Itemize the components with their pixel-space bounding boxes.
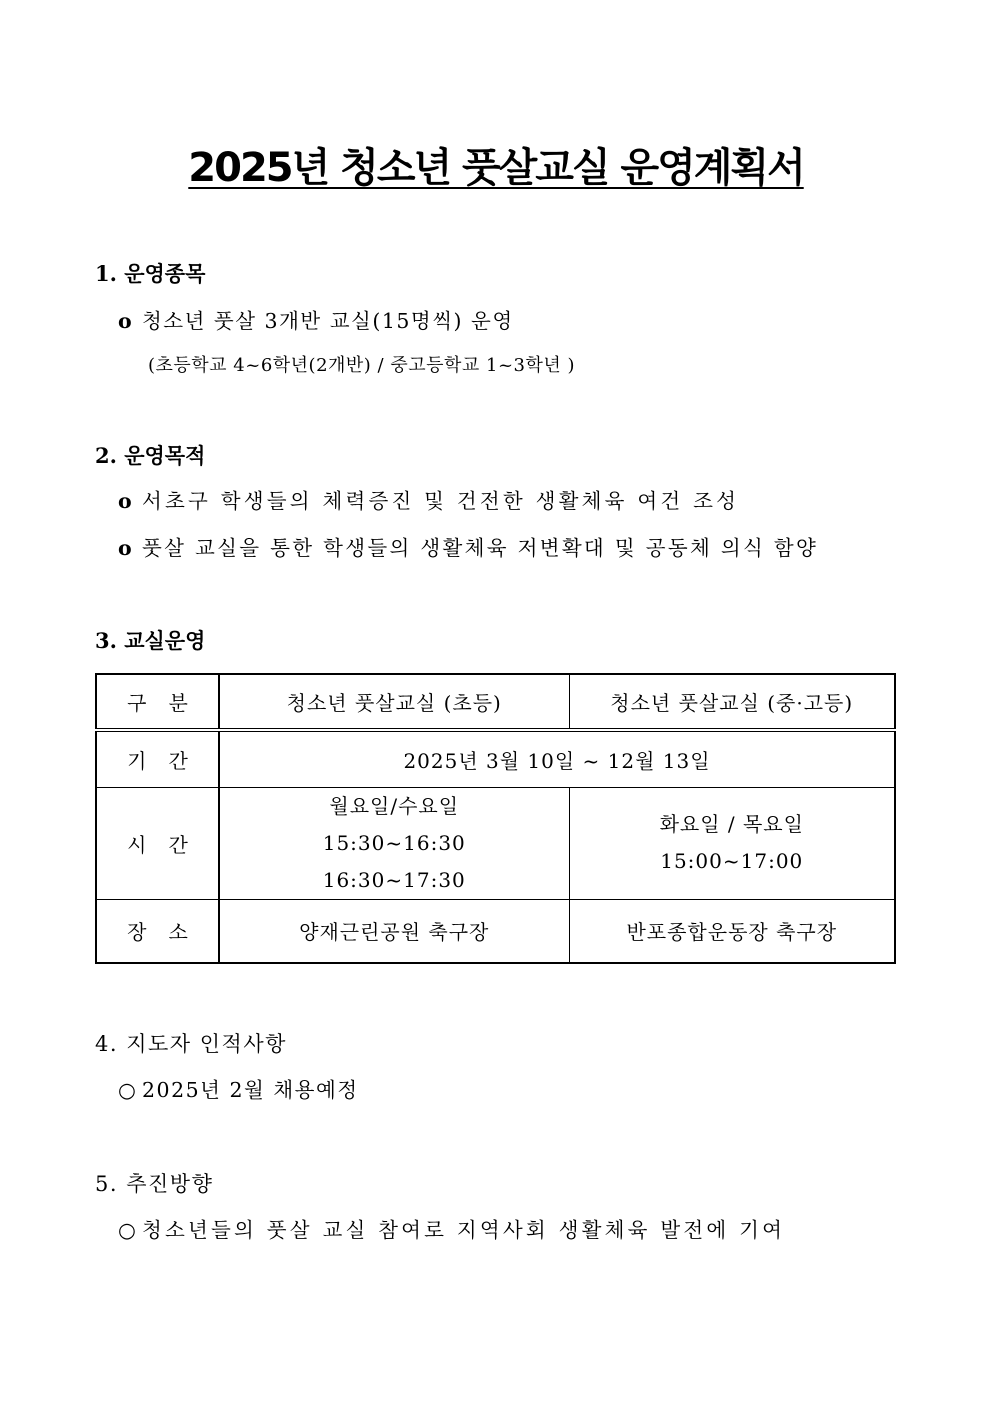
header-category-cell: 구 분 xyxy=(96,674,219,730)
time-elementary-cell: 월요일/수요일 15:30~16:30 16:30~17:30 xyxy=(219,787,569,899)
place-elementary-cell: 양재근린공원 축구장 xyxy=(219,899,569,963)
place-label-cell: 장 소 xyxy=(96,899,219,963)
section-5-heading: 5. 추진방향 xyxy=(95,1172,214,1196)
bullet-mark: o xyxy=(118,489,135,513)
bullet-mark: ○ xyxy=(118,1218,140,1242)
bullet-mark: ○ xyxy=(118,1078,138,1102)
header-elementary-cell: 청소년 풋살교실 (초등) xyxy=(219,674,569,730)
place-middle-high-cell: 반포종합운동장 축구장 xyxy=(569,899,895,963)
table-row-place xyxy=(96,899,895,963)
period-value-cell: 2025년 3월 10일 ~ 12월 13일 xyxy=(219,730,895,787)
table-row-time xyxy=(96,787,895,899)
page-title: 2025년 청소년 풋살교실 운영계획서 xyxy=(188,145,804,191)
bullet-mark: o xyxy=(118,536,134,560)
table-header-row xyxy=(96,674,895,730)
section-2-bullet-2: o 풋살 교실을 통한 학생들의 생활체육 저변확대 및 공동체 의식 함양 xyxy=(118,536,819,560)
bullet-mark: o xyxy=(118,309,134,333)
section-4-bullet-1: ○ 2025년 2월 채용예정 xyxy=(118,1078,359,1102)
table-row-period xyxy=(96,730,895,787)
class-operation-table xyxy=(95,673,896,964)
time-middle-high-cell: 화요일 / 목요일 15:00~17:00 xyxy=(569,787,895,899)
section-5-bullet-1: ○ 청소년들의 풋살 교실 참여로 지역사회 생활체육 발전에 기여 xyxy=(118,1218,786,1242)
period-label-cell: 기 간 xyxy=(96,730,219,787)
section-2-heading: 2. 운영목적 xyxy=(95,443,206,468)
section-1-bullet-1: o 청소년 풋살 3개반 교실(15명씩) 운영 xyxy=(118,309,514,333)
section-2-bullet-1: o 서초구 학생들의 체력증진 및 건전한 생활체육 여건 조성 xyxy=(118,489,740,513)
section-4-heading: 4. 지도자 인적사항 xyxy=(95,1032,287,1056)
section-3-heading: 3. 교실운영 xyxy=(95,628,206,653)
header-middle-high-cell: 청소년 풋살교실 (중·고등) xyxy=(569,674,895,730)
section-1-note: (초등학교 4~6학년(2개반) / 중고등학교 1~3학년 ) xyxy=(148,355,576,376)
section-1-heading: 1. 운영종목 xyxy=(95,261,206,286)
time-label-cell: 시 간 xyxy=(96,787,219,899)
